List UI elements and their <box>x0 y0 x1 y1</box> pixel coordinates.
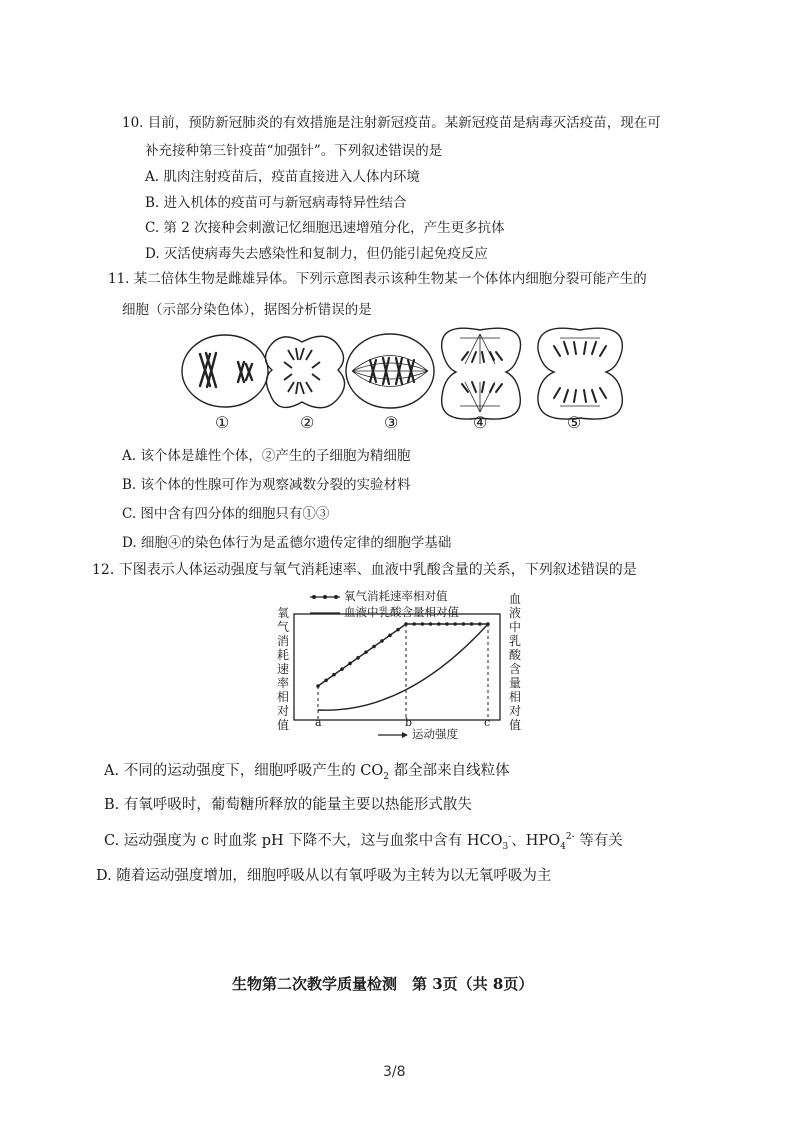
q12-option-b: B. 有氧呼吸时，葡萄糖所释放的能量主要以热能形式散失 <box>104 797 472 813</box>
cell-3 <box>346 334 434 408</box>
oxygen-point <box>429 622 433 626</box>
oxygen-point <box>462 622 466 626</box>
oxygen-point <box>486 622 490 626</box>
cell-4 <box>442 328 521 419</box>
cell-1 <box>182 335 268 407</box>
q10-stem-line2: 补充接种第三针疫苗“加强针”。下列叙述错误的是 <box>145 143 443 159</box>
q12-option-c: C. 运动强度为 c 时血浆 pH 下降不大，这与血浆中含有 $HCO_3^-$、$HPO_4^{2-}$ 等有关 <box>104 832 623 852</box>
q12-option-a: A. 不同的运动强度下，细胞呼吸产生的 $CO_2$ 都全部来自线粒体 <box>104 763 510 782</box>
cell-label-3: ③ <box>384 413 399 432</box>
oxygen-point <box>332 673 336 677</box>
cell-label-1: ① <box>215 413 230 432</box>
q12-stem: 12. 下图表示人体运动强度与氧气消耗速率、血液中乳酸含量的关系，下列叙述错误的是 <box>92 562 637 578</box>
oxygen-point <box>372 645 376 649</box>
q11-option-b: B. 该个体的性腺可作为观察减数分裂的实验材料 <box>122 477 411 493</box>
oxygen-point <box>437 622 441 626</box>
series-oxygen-line <box>318 624 488 686</box>
page-footer: 生物第二次教学质量检测 第 3页（共 8页） <box>232 975 534 993</box>
q11-option-d: D. 细胞④的染色体行为是孟德尔遗传定律的细胞学基础 <box>122 535 452 551</box>
legend-lactate-label: 血液中乳酸含量相对值 <box>344 605 459 619</box>
q10-stem-line1: 10. 目前，预防新冠肺炎的有效措施是注射新冠疫苗。某新冠疫苗是病毒灭活疫苗，现在可 <box>122 115 661 131</box>
x-tick-c: c <box>484 716 491 729</box>
series-lactate-line <box>318 624 488 710</box>
y-axis-left-label: 氧气消耗速率相对值 <box>276 606 289 732</box>
q10-option-d: D. 灭活使病毒失去感染性和复制力，但仍能引起免疫反应 <box>145 246 488 262</box>
q10-option-b: B. 进入机体的疫苗可与新冠病毒特异性结合 <box>145 195 407 211</box>
oxygen-point <box>453 622 457 626</box>
oxygen-point <box>324 679 328 683</box>
oxygen-point <box>388 633 392 637</box>
q10-option-a: A. 肌肉注射疫苗后，疫苗直接进入人体内环境 <box>145 169 420 185</box>
oxygen-point <box>445 622 449 626</box>
page-number: 3/8 <box>383 1064 406 1080</box>
x-axis-arrow <box>378 730 410 740</box>
cell-label-4: ④ <box>473 413 488 432</box>
oxygen-point <box>316 684 320 688</box>
cell-division-diagram <box>180 320 630 432</box>
q11-option-c: C. 图中含有四分体的细胞只有①③ <box>122 506 330 522</box>
oxygen-point <box>396 628 400 632</box>
oxygen-point <box>380 639 384 643</box>
q12-option-d: D. 随着运动强度增加，细胞呼吸从以有氧呼吸为主转为以无氧呼吸为主 <box>96 868 552 884</box>
legend-oxygen-label: 氧气消耗速率相对值 <box>344 589 448 603</box>
x-axis-label: 运动强度 <box>412 727 458 741</box>
cell-label-5: ⑤ <box>567 413 582 432</box>
q10-option-c: C. 第 2 次接种会刺激记忆细胞迅速增殖分化，产生更多抗体 <box>145 220 505 236</box>
oxygen-point <box>364 650 368 654</box>
oxygen-point <box>470 622 474 626</box>
oxygen-point <box>478 622 482 626</box>
q11-stem-line2: 细胞（示部分染色体），据图分析错误的是 <box>122 302 372 318</box>
oxygen-point <box>356 656 360 660</box>
q11-stem-line1: 11. 某二倍体生物是雌雄异体。下列示意图表示该种生物某一个体体内细胞分裂可能产生的 <box>108 271 647 287</box>
y-axis-right-label: 血液中乳酸含量相对值 <box>508 592 521 732</box>
q12-chart <box>272 586 528 746</box>
x-tick-b: b <box>405 716 413 729</box>
oxygen-point <box>348 662 352 666</box>
cell-5 <box>538 328 622 419</box>
oxygen-point <box>404 622 408 626</box>
x-tick-a: a <box>315 716 322 729</box>
q11-option-a: A. 该个体是雄性个体，②产生的子细胞为精细胞 <box>122 448 411 464</box>
cell-label-2: ② <box>300 413 315 432</box>
oxygen-point <box>421 622 425 626</box>
cell-2 <box>265 336 344 408</box>
oxygen-point <box>340 667 344 671</box>
oxygen-point <box>412 622 416 626</box>
